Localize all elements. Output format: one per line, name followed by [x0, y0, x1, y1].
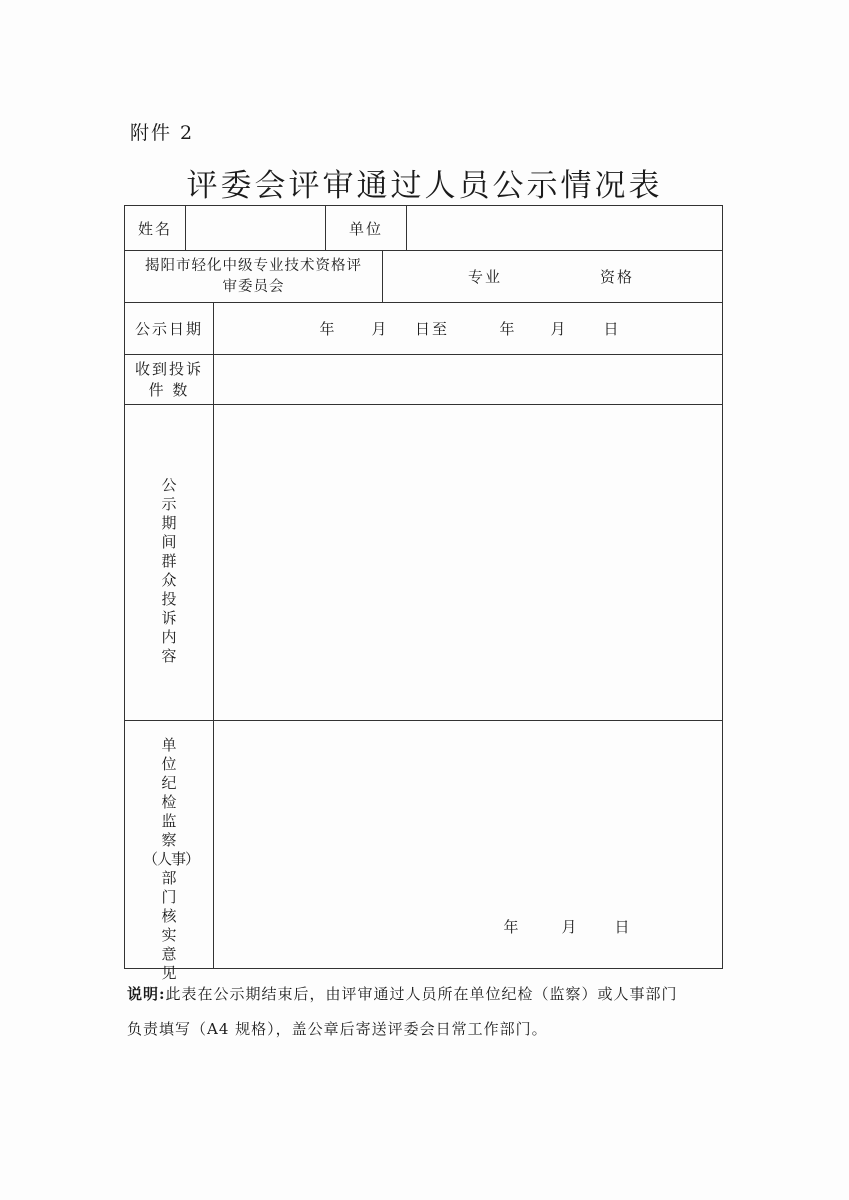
vertical-label-char: 见 — [161, 964, 177, 982]
unit-label: 单位 — [348, 219, 383, 238]
complaints-count-label — [125, 355, 213, 404]
committee-label — [125, 251, 382, 302]
vertical-label-char: 单 — [161, 736, 177, 754]
vertical-label-char: 门 — [161, 888, 177, 906]
note-line-2: 负责填写（A4 规格），盖公章后寄送评委会日常工作部门。 — [127, 1020, 548, 1038]
sign-day: 日 — [614, 917, 632, 936]
committee-line-2: 审委员会 — [222, 278, 285, 295]
qualification-label: 资格 — [599, 268, 634, 286]
complaint-content-label — [160, 476, 178, 666]
complaints-line-2: 件 数 — [148, 380, 190, 399]
vertical-label-char: （人事） — [143, 850, 200, 868]
verification-opinion-field[interactable] — [214, 721, 722, 968]
vertical-label-char: 核 — [161, 907, 177, 925]
vertical-label-char: 察 — [161, 831, 177, 849]
vertical-label-char: 示 — [161, 495, 177, 513]
vertical-label-char: 监 — [161, 812, 177, 830]
vertical-label-char: 位 — [161, 755, 177, 773]
vertical-label-char: 实 — [161, 926, 177, 944]
attachment-label: 附件 2 — [130, 122, 195, 144]
vertical-label-char: 检 — [161, 793, 177, 811]
note-line-1 — [127, 983, 678, 1004]
major-label: 专业 — [467, 268, 502, 286]
note-prefix: 说明: — [127, 985, 166, 1003]
vertical-label-char: 投 — [161, 590, 177, 608]
sign-year: 年 — [503, 917, 521, 936]
period-year-2: 年 — [499, 320, 517, 338]
vertical-label-char: 内 — [161, 628, 177, 646]
vertical-label-char: 部 — [161, 869, 177, 887]
vertical-label-char: 间 — [161, 533, 177, 551]
vertical-label-char: 容 — [161, 647, 177, 665]
vertical-label-char: 期 — [161, 514, 177, 532]
vertical-label-char: 意 — [161, 945, 177, 963]
verification-opinion-label — [143, 736, 200, 983]
period-month-1: 月 — [371, 320, 389, 338]
period-day-to: 日至 — [414, 320, 449, 338]
unit-field[interactable] — [407, 206, 722, 250]
period-year-1: 年 — [319, 320, 337, 338]
page-title: 评委会评审通过人员公示情况表 — [186, 168, 663, 204]
complaint-content-field[interactable] — [214, 405, 722, 720]
publicity-form-table — [124, 205, 723, 982]
period-label: 公示日期 — [134, 320, 203, 338]
period-day-2: 日 — [603, 320, 621, 338]
vertical-label-char: 群 — [161, 552, 177, 570]
name-label: 姓名 — [137, 219, 172, 238]
vertical-label-char: 公 — [161, 476, 177, 494]
committee-line-1: 揭阳市轻化中级专业技术资格评 — [145, 257, 362, 274]
note-text-1: 此表在公示期结束后，由评审通过人员所在单位纪检（监察）或人事部门 — [165, 985, 678, 1003]
name-field[interactable] — [186, 206, 325, 250]
vertical-label-char: 纪 — [161, 774, 177, 792]
vertical-label-char: 众 — [161, 571, 177, 589]
sign-month: 月 — [561, 917, 579, 936]
vertical-label-char: 诉 — [161, 609, 177, 627]
complaints-line-1: 收到投诉 — [134, 359, 203, 378]
complaints-count-field[interactable] — [214, 355, 722, 404]
period-month-2: 月 — [550, 320, 568, 338]
col-divider — [382, 250, 383, 302]
